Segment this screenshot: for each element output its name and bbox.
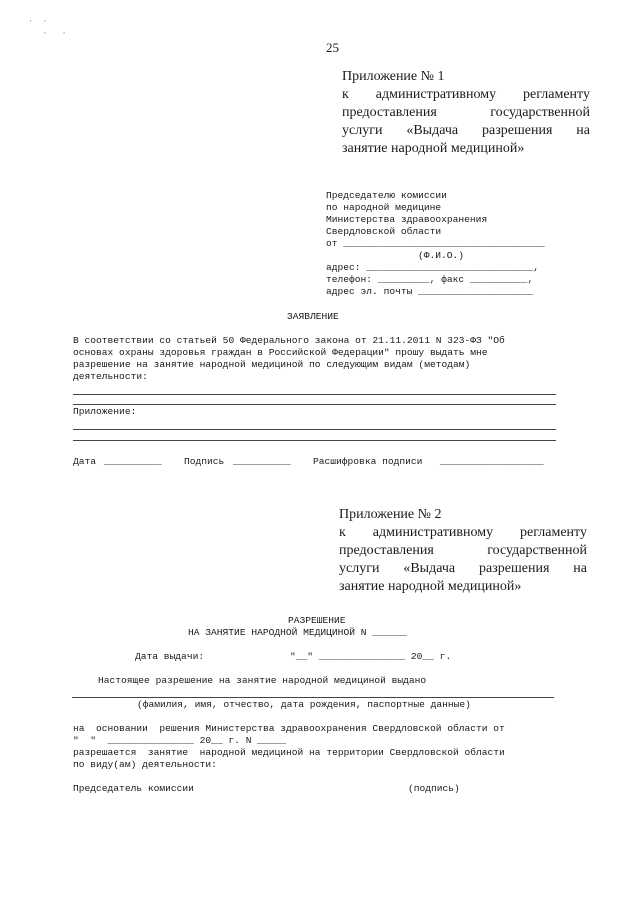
addressee-email: адрес эл. почты ____________________ <box>326 286 534 297</box>
scan-specks: · · · · <box>28 17 67 38</box>
annex1-line2: предоставления государственной <box>342 105 590 120</box>
annex2-header <box>339 506 587 596</box>
permit-heading-number: НА ЗАНЯТИЕ НАРОДНОЙ МЕДИЦИНОЙ N ______ <box>188 627 407 638</box>
application-body-line1: В соответствии со статьей 50 Федерального закона от 21.11.2011 N 323-ФЗ "Об <box>73 335 505 346</box>
issued-to-line: Настоящее разрешение на занятие народной медициной выдано <box>98 675 427 686</box>
addressee-line2: по народной медицине <box>326 202 442 213</box>
annex2-line3: услуги «Выдача разрешения на <box>339 561 587 576</box>
addressee-address: адрес: _____________________________, <box>326 262 540 273</box>
permit-heading: РАЗРЕШЕНИЕ <box>288 615 346 626</box>
application-body-line2: основах охраны здоровья граждан в Российской Федерации" прошу выдать мне <box>73 347 488 358</box>
annex1-line4: занятие народной медициной» <box>342 141 525 156</box>
activities-blank-line <box>73 394 556 395</box>
addressee-phone-fax: телефон: _________, факс __________, <box>326 274 534 285</box>
attachment-label: Приложение: <box>73 406 137 417</box>
attachment-blank-line <box>73 429 556 430</box>
basis-line4: по виду(ам) деятельности: <box>73 759 217 770</box>
attachment-blank-line <box>73 440 556 441</box>
signature-label: Подпись <box>184 456 225 467</box>
application-body-line3: разрешение на занятие народной медициной по следующим видам (методам) <box>73 359 471 370</box>
basis-line3: разрешается занятие народной медициной на территории Свердловской области <box>73 747 505 758</box>
addressee-line3: Министерства здравоохранения <box>326 214 488 225</box>
chairman-label: Председатель комиссии <box>73 783 194 794</box>
date-blank: __________ <box>104 456 162 467</box>
date-label: Дата <box>73 456 97 467</box>
activities-blank-line <box>73 404 556 405</box>
addressee-from: от ___________________________________ <box>326 238 545 249</box>
issue-date-label: Дата выдачи: <box>135 651 205 662</box>
annex2-line1: к административному регламенту <box>339 525 587 540</box>
signature-blank: __________ <box>233 456 291 467</box>
signature-caption: (подпись) <box>408 783 460 794</box>
decode-signature-label: Расшифровка подписи <box>313 456 423 467</box>
annex1-title: Приложение № 1 <box>342 69 445 84</box>
basis-line1: на основании решения Министерства здравоохранения Свердловской области от <box>73 723 505 734</box>
annex1-line1: к административному регламенту <box>342 87 590 102</box>
addressee-line1: Председателю комиссии <box>326 190 447 201</box>
decode-signature-blank: __________________ <box>440 456 544 467</box>
annex1-header <box>342 68 590 158</box>
annex2-line4: занятие народной медициной» <box>339 579 522 594</box>
annex1-line3: услуги «Выдача разрешения на <box>342 123 590 138</box>
annex2-line2: предоставления государственной <box>339 543 587 558</box>
application-heading: ЗАЯВЛЕНИЕ <box>287 311 339 322</box>
page-number: 25 <box>326 40 339 55</box>
basis-line2: " " _______________ 20__ г. N _____ <box>73 735 287 746</box>
issue-date-value: "__" _______________ 20__ г. <box>290 651 452 662</box>
addressee-line4: Свердловской области <box>326 226 442 237</box>
person-caption: (фамилия, имя, отчество, дата рождения, паспортные данные) <box>137 699 471 710</box>
application-body-line4: деятельности: <box>73 371 148 382</box>
annex2-title: Приложение № 2 <box>339 507 442 522</box>
addressee-fio-caption: (Ф.И.О.) <box>418 250 465 261</box>
person-blank-line <box>72 697 554 698</box>
